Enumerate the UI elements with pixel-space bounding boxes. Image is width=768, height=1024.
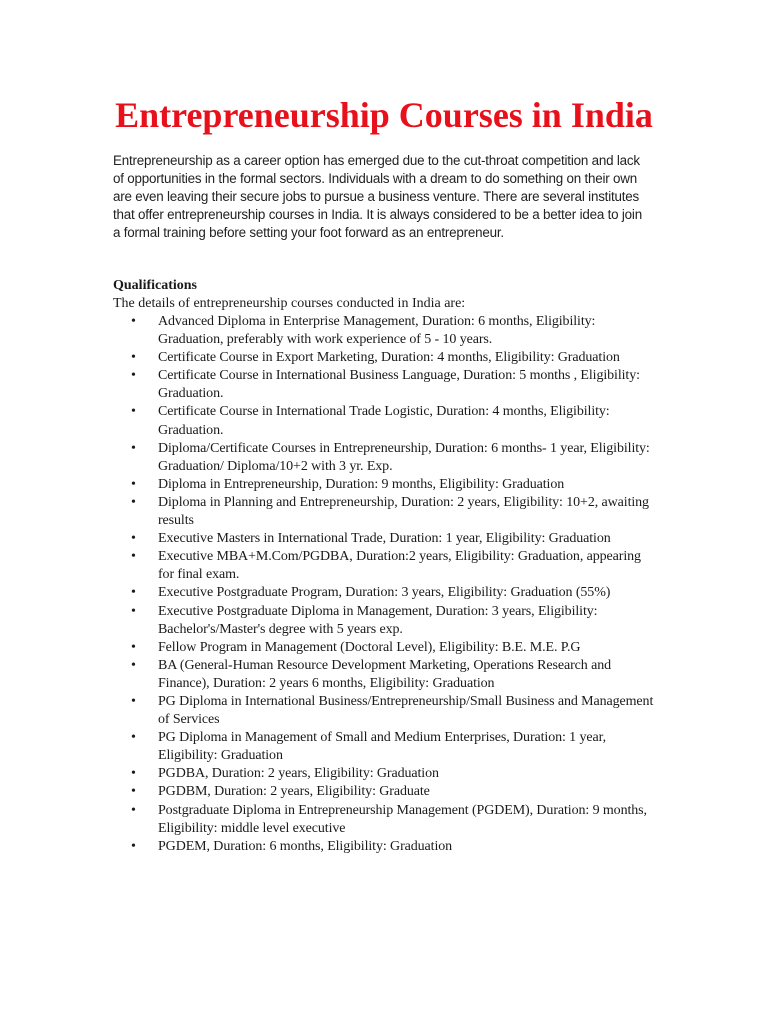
list-item [113, 476, 658, 494]
bullet-icon: • [131, 693, 136, 709]
course-text: Diploma/Certificate Courses in Entrepreneurship, Duration: 6 months- 1 year, Eligibility: Graduation/ Diploma/10+2 with 3 yr. Exp. [158, 440, 650, 474]
course-text: Postgraduate Diploma in Entrepreneurship Management (PGDEM), Duration: 9 months, Eligibility: middle level executive [158, 802, 647, 836]
bullet-icon: • [131, 657, 136, 673]
course-text: PGDEM, Duration: 6 months, Eligibility: Graduation [158, 838, 453, 854]
course-text: Executive Postgraduate Diploma in Management, Duration: 3 years, Eligibility: Bachelor's/Master's degree with 5 years exp. [158, 603, 598, 637]
bullet-icon: • [131, 494, 136, 510]
intro-paragraph: Entrepreneurship as a career option has emerged due to the cut-throat competition and lack of opportunities in the formal sectors. Individuals with a dream to do something on their own are even leaving their secure jobs to pursue a business venture. There are several institutes that offer entrepreneurship courses in India. It is always considered to be a better idea to join a formal training before setting your foot forward as an entrepreneur. [113, 153, 642, 241]
course-text: PG Diploma in Management of Small and Medium Enterprises, Duration: 1 year, Eligibility: Graduation [158, 730, 607, 764]
list-item [113, 367, 658, 403]
course-text: Certificate Course in International Business Language, Duration: 5 months , Eligibility: Graduation. [158, 368, 640, 402]
list-item [113, 783, 658, 801]
list-item [113, 657, 658, 693]
course-text: PGDBM, Duration: 2 years, Eligibility: Graduate [158, 784, 430, 800]
list-item [113, 530, 658, 548]
bullet-icon: • [131, 368, 136, 384]
bullet-icon: • [131, 838, 136, 854]
course-text: BA (General-Human Resource Development Marketing, Operations Research and Finance), Duration: 2 years 6 months, Eligibility: Graduation [158, 657, 611, 691]
list-item [113, 838, 658, 856]
course-text: Fellow Program in Management (Doctoral Level), Eligibility: B.E. M.E. P.G [158, 639, 581, 655]
bullet-icon: • [131, 802, 136, 818]
course-text: Diploma in Planning and Entrepreneurship, Duration: 2 years, Eligibility: 10+2, awaiting results [158, 494, 649, 529]
course-text: PG Diploma in International Business/Entrepreneurship/Small Business and Management of Services [158, 693, 654, 728]
list-item [113, 494, 658, 530]
course-list [113, 313, 658, 856]
list-item [113, 349, 658, 367]
list-item [113, 584, 658, 602]
bullet-icon: • [131, 730, 136, 746]
list-item [113, 802, 658, 838]
course-text: Executive Masters in International Trade, Duration: 1 year, Eligibility: Graduation [158, 531, 611, 547]
bullet-icon: • [131, 404, 136, 420]
bullet-icon: • [131, 784, 136, 800]
list-item [113, 603, 658, 639]
list-item [113, 729, 658, 765]
course-text: Executive MBA+M.Com/PGDBA, Duration:2 years, Eligibility: Graduation, appearing for final exam. [158, 549, 641, 583]
bullet-icon: • [131, 766, 136, 782]
bullet-icon: • [131, 440, 136, 456]
bullet-icon: • [131, 549, 136, 565]
course-text: Executive Postgraduate Program, Duration: 3 years, Eligibility: Graduation (55%) [158, 585, 611, 601]
bullet-icon: • [131, 585, 136, 601]
bullet-icon: • [131, 603, 136, 619]
list-item [113, 403, 658, 439]
bullet-icon: • [131, 531, 136, 547]
bullet-icon: • [131, 350, 136, 366]
list-item [113, 440, 658, 476]
bullet-icon: • [131, 476, 136, 492]
course-text: Diploma in Entrepreneurship, Duration: 9 months, Eligibility: Graduation [158, 476, 565, 492]
bullet-icon: • [131, 314, 136, 329]
list-item [113, 548, 658, 584]
list-item [113, 765, 658, 783]
list-item [113, 313, 658, 349]
course-text: Certificate Course in International Trade Logistic, Duration: 4 months, Eligibility: Graduation. [158, 404, 610, 438]
course-text: PGDBA, Duration: 2 years, Eligibility: Graduation [158, 766, 439, 782]
course-text: Certificate Course in Export Marketing, Duration: 4 months, Eligibility: Graduation [158, 350, 620, 366]
page-title: Entrepreneurship Courses in India [115, 95, 653, 135]
course-text: Advanced Diploma in Enterprise Management, Duration: 6 months, Eligibility: Graduation, preferably with work experience of 5 - 10 years. [158, 314, 596, 348]
bullet-icon: • [131, 639, 136, 655]
list-item [113, 693, 658, 729]
list-item [113, 639, 658, 657]
section-lead-text: The details of entrepreneurship courses conducted in India are: [113, 296, 466, 311]
section-heading-qualifications: Qualifications [113, 278, 198, 293]
